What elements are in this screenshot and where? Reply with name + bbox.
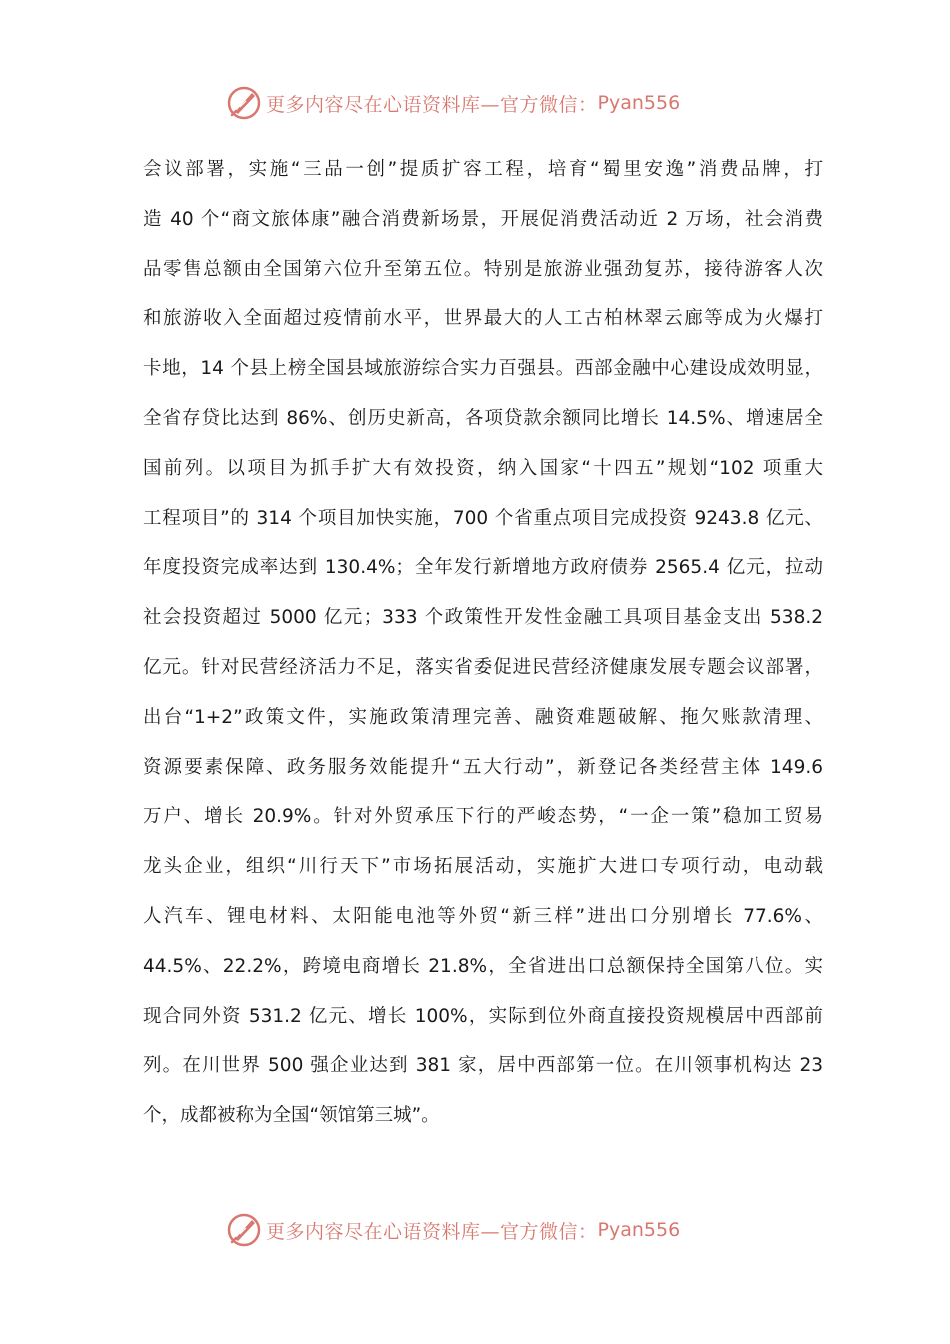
body-line: 年度投资完成率达到 130.4%；全年发行新增地方政府债券 2565.4 亿元，拉动 bbox=[143, 557, 823, 579]
watermark-slogan: 更多内容尽在心语资料库—官方微信： bbox=[266, 93, 598, 116]
watermark-wechat-id: Pyan556 bbox=[597, 92, 681, 114]
body-line: 会议部署，实施“三品一创”提质扩容工程，培育“蜀里安逸”消费品牌，打 bbox=[143, 159, 823, 180]
body-line: 列。在川世界 500 强企业达到 381 家，居中西部第一位。在川领事机构达 23 bbox=[143, 1055, 823, 1077]
body-line: 全省存贷比达到 86%、创历史新高，各项贷款余额同比增长 14.5%、增速居全 bbox=[143, 407, 823, 429]
body-line: 现合同外资 531.2 亿元、增长 100%，实际到位外商直接投资规模居中西部前 bbox=[143, 1005, 823, 1027]
body-line: 龙头企业，组织“川行天下”市场拓展活动，实施扩大进口专项行动，电动载 bbox=[143, 856, 823, 878]
body-line: 出台“1+2”政策文件，实施政策清理完善、融资难题破解、拖欠账款清理、 bbox=[143, 706, 823, 728]
footer-watermark bbox=[226, 1210, 746, 1250]
body-line: 工程项目”的 314 个项目加快实施，700 个省重点项目完成投资 9243.8 亿元、 bbox=[143, 507, 823, 529]
body-line: 人汽车、锂电材料、太阳能电池等外贸“新三样”进出口分别增长 77.6%、 bbox=[143, 905, 823, 927]
body-line: 品零售总额由全国第六位升至第五位。特别是旅游业强劲复苏，接待游客人次 bbox=[143, 258, 823, 280]
body-line: 资源要素保障、政务服务效能提升“五大行动”，新登记各类经营主体 149.6 bbox=[143, 756, 823, 778]
body-line: 造 40 个“商文旅体康”融合消费新场景，开展促消费活动近 2 万场，社会消费 bbox=[143, 208, 823, 230]
body-line: 卡地，14 个县上榜全国县域旅游综合实力百强县。西部金融中心建设成效明显， bbox=[143, 358, 823, 380]
quill-pen-icon bbox=[226, 85, 262, 121]
body-line: 国前列。以项目为抓手扩大有效投资，纳入国家“十四五”规划“102 项重大 bbox=[143, 457, 823, 479]
watermark-slogan: 更多内容尽在心语资料库—官方微信： bbox=[266, 1220, 598, 1243]
body-line: 万户、增长 20.9%。针对外贸承压下行的严峻态势，“一企一策”稳加工贸易 bbox=[143, 806, 823, 828]
body-line: 社会投资超过 5000 亿元；333 个政策性开发性金融工具项目基金支出 538.2 bbox=[143, 607, 823, 629]
header-watermark bbox=[226, 83, 746, 123]
body-line: 和旅游收入全面超过疫情前水平，世界最大的人工古柏林翠云廊等成为火爆打 bbox=[143, 308, 823, 330]
quill-pen-icon bbox=[226, 1212, 262, 1248]
body-line: 个，成都被称为全国“领馆第三城”。 bbox=[143, 1105, 440, 1127]
document-body bbox=[143, 145, 823, 1141]
body-line: 44.5%、22.2%，跨境电商增长 21.8%，全省进出口总额保持全国第八位。实 bbox=[143, 955, 823, 977]
body-line: 亿元。针对民营经济活力不足，落实省委促进民营经济健康发展专题会议部署， bbox=[143, 656, 823, 678]
watermark-wechat-id: Pyan556 bbox=[597, 1219, 681, 1241]
